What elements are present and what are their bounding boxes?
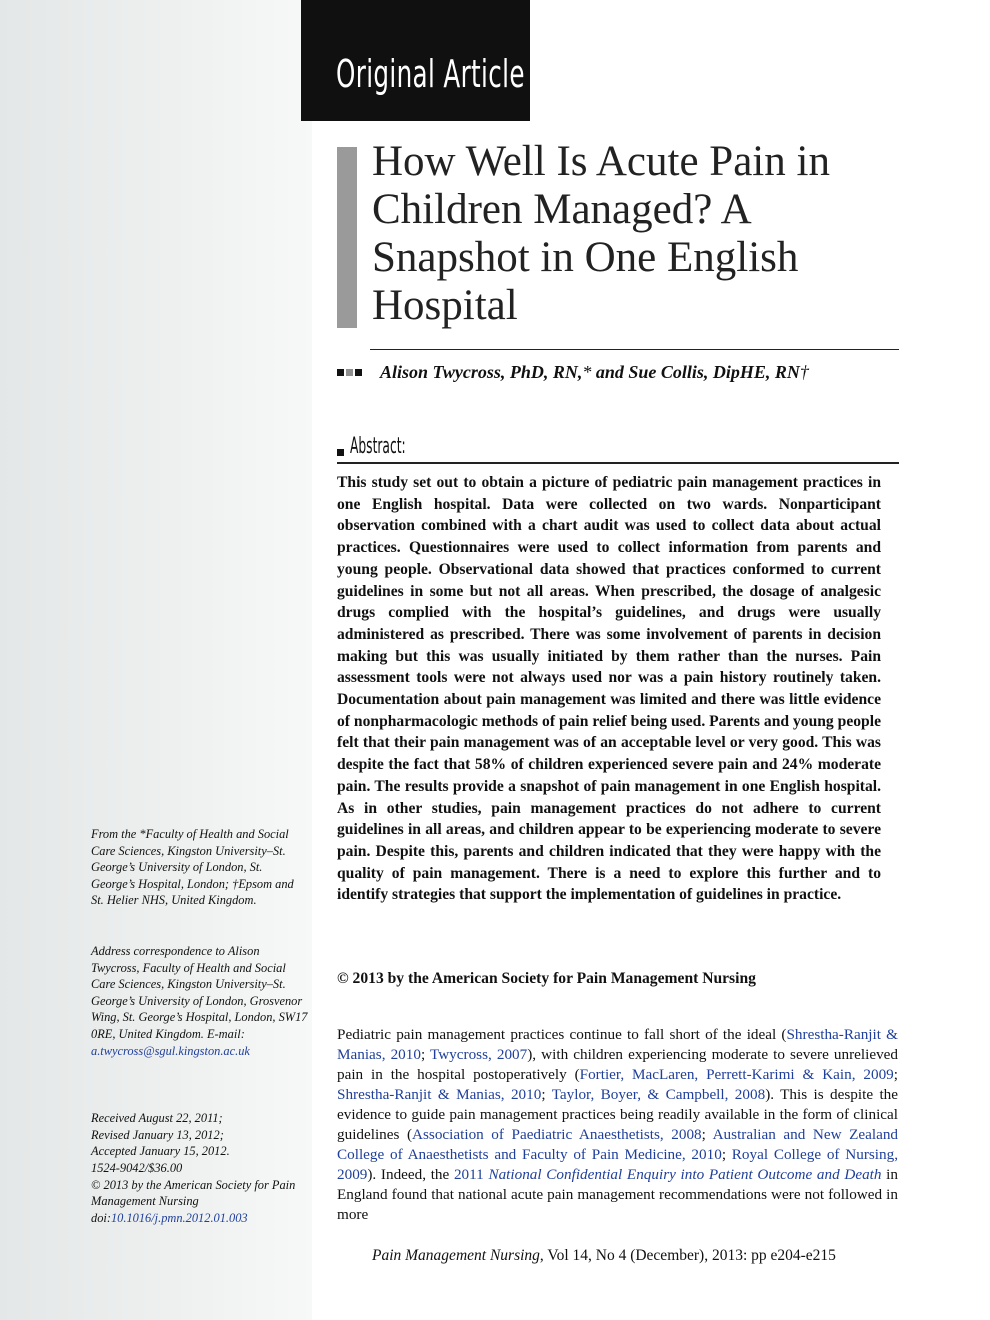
title-divider bbox=[370, 349, 899, 350]
body-text-run: ; bbox=[541, 1086, 552, 1103]
doi-prefix: doi: bbox=[91, 1210, 111, 1225]
citation-link[interactable]: National Confidential Enquiry into Patient Outcome and Death bbox=[488, 1166, 882, 1183]
abstract-copyright: © 2013 by the American Society for Pain Management Nursing bbox=[337, 970, 756, 987]
body-text-run: ; bbox=[420, 1046, 430, 1063]
abstract-text: This study set out to obtain a picture of pediatric pain management practices in one English hospital. Data were collected on two wards. Nonparticipant observation combined with a chart audit was used to collect data about actual practices. Questionnaires were used to collect information from parents and young people. Observational data showed that practices conformed to current guidelines in some but not all areas. When prescribed, the dosage of analgesic drugs complied with the hospital’s guidelines, and drugs were usually administered as prescribed. There was some involvement of parents in decision making but this was usually initiated by them rather than the nurses. Pain assessment tools were not always used nor was a pain history routinely taken. Documentation about pain management was limited and there was little evidence of nonpharmacologic methods of pain relief being used. Parents and young people felt that their pain management was of an acceptable level or very good. This was despite the fact that 58% of children experienced severe pain and 24% moderate pain. The results provide a snapshot of pain management in one English hospital. As in other studies, pain management practices do not adhere to current guidelines in all areas, and children appear to be experiencing moderate to severe pain. Despite this, parents and children indicated that they were happy with the quality of pain management. There is a need to explore this further and to identify strategies that support the implementation of guidelines in practice. bbox=[337, 474, 881, 904]
journal-name: Pain Management Nursing bbox=[372, 1247, 540, 1264]
email-link[interactable]: a.twycross@sgul.kingston.ac.uk bbox=[91, 1043, 250, 1058]
sidebar-copyright: © 2013 by the American Society for Pain Management Nursing bbox=[91, 1177, 296, 1209]
citation-link[interactable]: Australian and New Zealand College of Anaesthetists and Faculty of Pain Medicine, 2010 bbox=[337, 1126, 899, 1163]
author-connector: and bbox=[591, 362, 629, 382]
author-line bbox=[337, 362, 917, 383]
abstract-heading bbox=[337, 434, 440, 459]
dates-note bbox=[91, 1110, 309, 1160]
body-text-run: in England found that national acute pain management recommendations were not followed in more bbox=[337, 1166, 898, 1223]
citation-link[interactable]: Association of Paediatric Anaesthetists, 2008 bbox=[412, 1126, 702, 1143]
journal-citation-footer bbox=[372, 1247, 836, 1265]
citation-link[interactable]: Shrestha-Ranjit & Manias, 2010 bbox=[337, 1086, 542, 1103]
citation-link[interactable]: Taylor, Boyer, & Campbell, 2008 bbox=[551, 1086, 766, 1103]
abstract-bullet-icon bbox=[337, 449, 344, 456]
abstract-label: Abstract: bbox=[350, 434, 406, 459]
citation-link[interactable]: Royal College of Nursing, 2009 bbox=[337, 1146, 898, 1183]
doi-link[interactable]: 10.1016/j.pmn.2012.01.003 bbox=[110, 1210, 248, 1225]
affiliation-note: From the *Faculty of Health and Social Care Sciences, Kingston University–St. George’s University of London, St. George’s Hospital, London; †Epsom and St. Helier NHS, United Kingdom. bbox=[91, 827, 294, 908]
body-text-run: Pediatric pain management practices continue to fall short of the ideal ( bbox=[337, 1026, 787, 1043]
title-accent-bar bbox=[337, 147, 357, 328]
correspondence-note bbox=[91, 943, 309, 1059]
author-bullet-icon bbox=[337, 364, 364, 382]
abstract-divider bbox=[337, 462, 899, 464]
author-2-mark: † bbox=[799, 362, 809, 382]
issn: 1524-9042/$36.00 bbox=[91, 1161, 183, 1175]
body-text-run: ; bbox=[701, 1126, 713, 1143]
accepted-date: Accepted January 15, 2012. bbox=[91, 1144, 230, 1159]
citation-link[interactable]: Shrestha-Ranjit & Manias, 2010 bbox=[337, 1026, 898, 1063]
article-type-label: Original Article bbox=[336, 52, 525, 96]
received-date: Received August 22, 2011; bbox=[91, 1111, 223, 1125]
citation-link[interactable]: Twycross, 2007 bbox=[430, 1046, 528, 1063]
journal-details: , Vol 14, No 4 (December), 2013: pp e204-e215 bbox=[539, 1247, 836, 1264]
revised-date: Revised January 13, 2012; bbox=[91, 1127, 224, 1142]
body-text-run: ). This is despite the evidence to guide pain management practices being readily available in the form of clinical guidelines ( bbox=[337, 1086, 899, 1143]
intro-paragraph bbox=[337, 1025, 898, 1225]
author-2: Sue Collis, DipHE, RN bbox=[628, 362, 800, 382]
body-text-run: ; bbox=[893, 1066, 898, 1083]
correspondence-text: Address correspondence to Alison Twycross, Faculty of Health and Social Care Sciences, Kingston University–St. George’s University of London, Grosvenor Wing, St. George’s Hospital, London, SW17 0RE, United Kingdom. E-mail: bbox=[91, 944, 308, 1041]
body-text-run: ). Indeed, the bbox=[367, 1166, 454, 1183]
publication-note bbox=[91, 1160, 309, 1226]
author-1-mark: * bbox=[582, 362, 592, 382]
body-text-run: ), with children experiencing moderate to severe unrelieved pain in the hospital postoperatively ( bbox=[337, 1046, 899, 1083]
citation-link[interactable]: Fortier, MacLaren, Perrett-Karimi & Kain, 2009 bbox=[579, 1066, 894, 1083]
body-text-run: ; bbox=[721, 1146, 732, 1163]
article-title: How Well Is Acute Pain in Children Managed? A Snapshot in One English Hospital bbox=[372, 138, 830, 329]
author-1: Alison Twycross, PhD, RN, bbox=[380, 362, 583, 382]
citation-link[interactable]: 2011 bbox=[453, 1166, 489, 1183]
